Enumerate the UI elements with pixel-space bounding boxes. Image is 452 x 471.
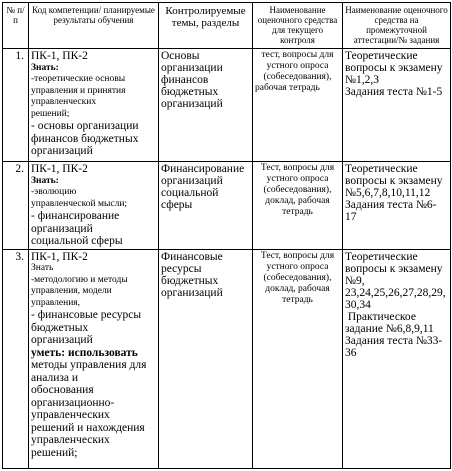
topic-line: социальной (161, 187, 219, 199)
topic-cell (159, 162, 253, 250)
competence-line: Знать: (31, 175, 59, 186)
current-control-line: (собеседования), (263, 185, 332, 195)
competence-line: управленческой мысли; (31, 198, 128, 209)
current-control-line: доклад, рабочая (265, 196, 330, 206)
competence-line: организаций (31, 222, 93, 235)
intermediate-line: вопросы к экзамену (345, 62, 443, 74)
competence-line: -методологию и методы (31, 274, 128, 285)
current-control-line: рабочая тетрадь (255, 83, 320, 93)
competence-line: управленческих (31, 409, 110, 421)
competence-line: - финансирование (31, 210, 120, 222)
topic-line: организаций (161, 175, 223, 187)
competence-code: ПК-1, ПК-2 (31, 163, 88, 175)
current-control-line: тетрадь (282, 207, 313, 217)
row-number: 2. (3, 162, 29, 250)
competence-line: анализа и (31, 371, 79, 384)
current-control-line: устного опроса (266, 174, 329, 184)
topic-line: ресурсы (161, 262, 202, 275)
intermediate-line: Теоретические (345, 50, 418, 62)
topic-line: организации (161, 62, 223, 74)
competence-line: социальной сферы (31, 235, 123, 247)
intermediate-line: 36 (345, 346, 357, 359)
header-topics: Контролируемые темы, разделы (159, 3, 253, 49)
competence-line: бюджетных (31, 321, 89, 334)
intermediate-line: №9, (345, 274, 365, 287)
intermediate-line: вопросы к экзамену (345, 262, 443, 275)
header-competence: Код компетенции/ планируемые результаты обучения (29, 3, 159, 49)
competence-cell (29, 49, 159, 162)
competence-line: финансов бюджетных (31, 132, 139, 145)
competence-line: управленческих (31, 97, 97, 107)
topic-line: Финансирование (161, 163, 245, 175)
header-num: № п/п (3, 3, 29, 49)
intermediate-cell (343, 162, 451, 250)
competence-line: организаций (31, 334, 93, 346)
current-control-line: (собеседования), (263, 272, 332, 283)
current-control-line: доклад, рабочая (265, 283, 330, 294)
competence-line: управления, модели (31, 286, 112, 296)
competence-code: ПК-1, ПК-2 (31, 50, 88, 62)
intermediate-line: задание №6,8,9,11 (345, 322, 434, 335)
current-control-cell (253, 249, 343, 468)
intermediate-line: 30,34 (345, 298, 371, 311)
competence-line: решений и нахождения (31, 421, 145, 434)
intermediate-line: Задания теста №6- (345, 199, 437, 211)
competence-cell (29, 249, 159, 468)
current-control-cell (253, 162, 343, 250)
competence-line: организаций (31, 145, 93, 157)
table-header-row (3, 3, 451, 49)
current-control-line: (собеседования), (263, 72, 332, 82)
intermediate-line: №5,6,7,8,10,11,12 (345, 187, 431, 199)
topic-line: Основы (161, 50, 200, 62)
current-control-line: тест, вопросы для (261, 50, 334, 60)
competence-cell (29, 162, 159, 250)
table-row (3, 49, 451, 162)
topic-line: организаций (161, 286, 223, 299)
current-control-line: Тест, вопросы для (260, 163, 335, 173)
topic-line: организаций (161, 98, 223, 110)
intermediate-cell (343, 49, 451, 162)
intermediate-cell (343, 249, 451, 468)
competence-code: ПК-1, ПК-2 (31, 250, 88, 263)
intermediate-line: вопросы к экзамену (345, 175, 443, 187)
competence-line: Знать (31, 263, 54, 273)
topic-cell (159, 49, 253, 162)
topic-line: Финансовые (161, 250, 223, 263)
intermediate-line: Практическое (345, 310, 416, 323)
topic-cell (159, 249, 253, 468)
header-intermediate: Наименование оценочного средства на промежуточной аттестации/№ задания (343, 3, 451, 49)
competence-line: - основы организации (31, 120, 139, 132)
intermediate-line: Теоретические (345, 163, 418, 175)
intermediate-line: Теоретические (345, 250, 418, 263)
competence-line: управления и принятия (31, 85, 126, 96)
competence-line: - финансовые ресурсы (31, 309, 142, 321)
competence-line: Знать: (31, 62, 59, 73)
competence-line: уметь: использовать (31, 346, 138, 359)
row-number: 3. (3, 249, 29, 468)
intermediate-line: 17 (345, 211, 357, 223)
topic-line: бюджетных (161, 274, 219, 287)
current-control-line: тетрадь (282, 294, 313, 305)
competence-line: решений; (31, 108, 70, 119)
assessment-table (2, 2, 451, 469)
intermediate-line: Задания теста №33- (345, 334, 443, 347)
competence-line: решений; (31, 446, 78, 459)
table-row (3, 249, 451, 468)
topic-line: финансов (161, 74, 209, 86)
current-control-line: устного опроса (266, 61, 329, 71)
intermediate-line: Задания теста №1-5 (345, 86, 443, 98)
competence-line: обоснования (31, 384, 94, 396)
competence-line: управленческих (31, 434, 110, 446)
competence-line: -эволюцию (31, 187, 77, 197)
intermediate-line: №1,2,3 (345, 74, 379, 86)
competence-line: -теоретические основы (31, 74, 126, 84)
competence-line: управления, (31, 297, 81, 308)
intermediate-line: 23,24,25,26,27,28,29, (345, 286, 446, 299)
row-number: 1. (3, 49, 29, 162)
topic-line: бюджетных (161, 86, 219, 98)
competence-line: организационно- (31, 396, 115, 409)
current-control-line: Тест, вопросы для (260, 250, 335, 261)
current-control-line: устного опроса (266, 261, 329, 272)
header-current-control: Наименование оценочного средства для текущего контроля (253, 3, 343, 49)
competence-line: методы управления для (31, 359, 147, 371)
current-control-cell (253, 49, 343, 162)
topic-line: сферы (161, 199, 193, 211)
table-row (3, 162, 451, 250)
